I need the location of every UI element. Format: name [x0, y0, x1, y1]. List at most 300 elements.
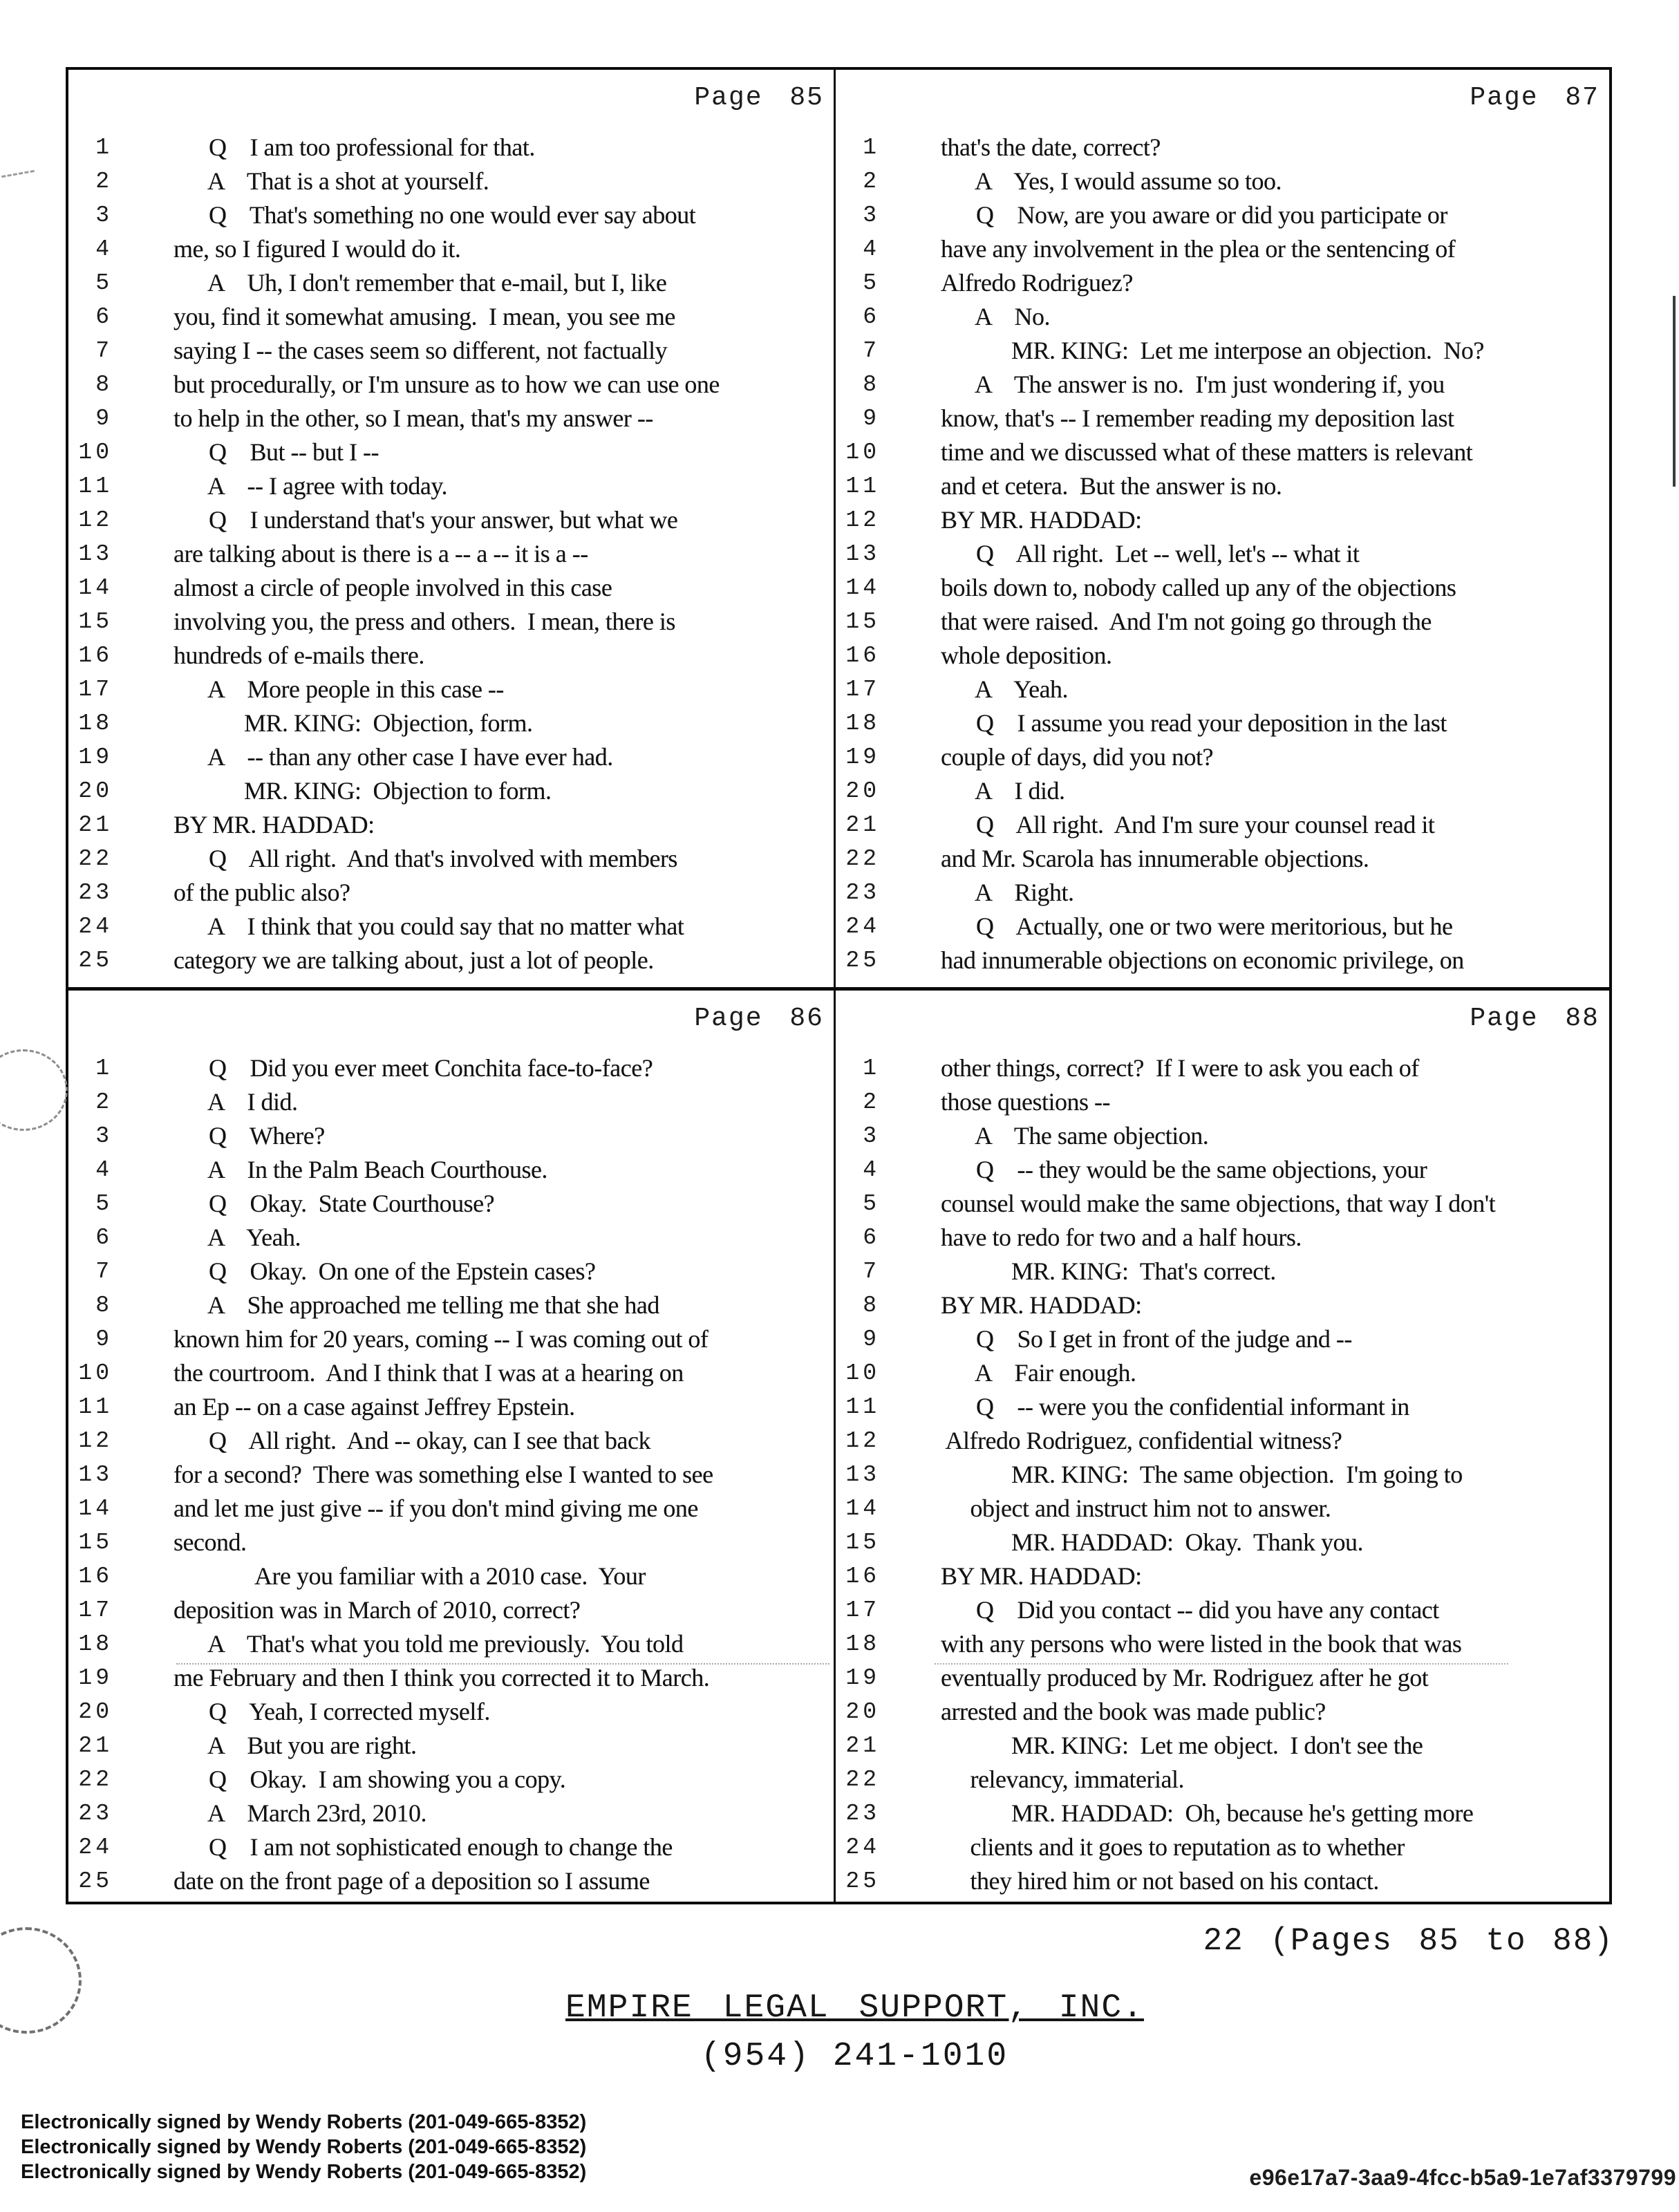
- transcript-line: [68, 1288, 834, 1322]
- transcript-line: [836, 1797, 1609, 1830]
- line-text: me February and then I think you corrected it to March.: [173, 1664, 710, 1691]
- transcript-line: [836, 1187, 1609, 1221]
- line-number: 12: [845, 1428, 880, 1454]
- transcript-line: [68, 334, 834, 368]
- transcript-line: [68, 1729, 834, 1763]
- line-text: couple of days, did you not?: [941, 743, 1213, 771]
- line-text: to help in the other, so I mean, that's my answer --: [173, 404, 653, 432]
- line-number: 9: [863, 1327, 880, 1352]
- transcript-line: [68, 944, 834, 977]
- line-text: counsel would make the same objections, that way I don't: [941, 1190, 1496, 1217]
- line-number: 18: [78, 711, 113, 736]
- line-text: are talking about is there is a -- a -- it is a --: [173, 540, 588, 568]
- transcript-line: [68, 232, 834, 266]
- line-text: know, that's -- I remember reading my deposition last: [941, 404, 1454, 432]
- line-number: 23: [845, 880, 880, 906]
- line-number: 14: [78, 575, 113, 601]
- transcript-line: [68, 673, 834, 706]
- transcript-line: [836, 808, 1609, 842]
- court-reporter-company: EMPIRE LEGAL SUPPORT, INC.: [565, 1989, 1144, 2027]
- transcript-line: [68, 469, 834, 503]
- transcript-line: [68, 1695, 834, 1729]
- transcript-line: [68, 1593, 834, 1627]
- line-text: BY MR. HADDAD:: [941, 1562, 1142, 1590]
- transcript-line: [68, 1526, 834, 1559]
- line-text: object and instruct him not to answer.: [941, 1494, 1331, 1522]
- line-number: 8: [863, 1293, 880, 1318]
- line-text: Q So I get in front of the judge and --: [941, 1325, 1352, 1353]
- transcript-line: [68, 774, 834, 808]
- line-number: 23: [78, 880, 113, 906]
- line-text: MR. KING: Let me interpose an objection. No?: [941, 337, 1484, 364]
- line-text: MR. KING: Let me object. I don't see the: [941, 1732, 1423, 1759]
- line-text: saying I -- the cases seem so different, not factually: [173, 337, 668, 364]
- transcript-line: [836, 165, 1609, 198]
- line-number: 20: [78, 1699, 113, 1725]
- transcript-line: [68, 165, 834, 198]
- line-number: 2: [95, 169, 113, 194]
- line-text: A She approached me telling me that she had: [173, 1291, 659, 1319]
- line-number: 16: [845, 643, 880, 668]
- line-text: A In the Palm Beach Courthouse.: [173, 1156, 547, 1183]
- line-number: 3: [863, 1123, 880, 1149]
- line-text: Q All right. And that's involved with members: [173, 845, 677, 872]
- page-header: Page 85: [694, 83, 824, 113]
- line-number: 24: [845, 1835, 880, 1860]
- line-text: Q All right. And -- okay, can I see that back: [173, 1427, 650, 1454]
- transcript-line: [836, 131, 1609, 165]
- line-number: 11: [845, 474, 880, 499]
- line-number: 2: [863, 1089, 880, 1115]
- line-text: A -- than any other case I have ever had.: [173, 743, 613, 771]
- line-number: 13: [845, 1462, 880, 1488]
- line-text: known him for 20 years, coming -- I was coming out of: [173, 1325, 709, 1353]
- line-text: those questions --: [941, 1088, 1110, 1116]
- electronic-signature-line: Electronically signed by Wendy Roberts (201-049-665-8352): [21, 2136, 587, 2158]
- line-number: 18: [845, 711, 880, 736]
- line-number: 15: [78, 609, 113, 635]
- line-number: 16: [845, 1564, 880, 1589]
- line-number: 22: [78, 846, 113, 872]
- line-number: 19: [78, 744, 113, 770]
- transcript-line: [836, 1153, 1609, 1187]
- transcript-lines: [836, 1051, 1609, 1898]
- line-text: Q I understand that's your answer, but what we: [173, 506, 678, 534]
- line-text: an Ep -- on a case against Jeffrey Epstein.: [173, 1393, 575, 1421]
- line-text: Q That's something no one would ever say about: [173, 201, 696, 229]
- line-text: whole deposition.: [941, 641, 1112, 669]
- line-text: arrested and the book was made public?: [941, 1698, 1326, 1725]
- transcript-line: [836, 1864, 1609, 1898]
- line-text: Q Okay. State Courthouse?: [173, 1190, 495, 1217]
- transcript-line: [836, 706, 1609, 740]
- transcript-line: [836, 232, 1609, 266]
- line-text: that's the date, correct?: [941, 133, 1161, 161]
- transcript-line: [836, 1830, 1609, 1864]
- line-text: A Yeah.: [941, 675, 1069, 703]
- line-number: 15: [845, 1530, 880, 1555]
- line-number: 5: [95, 270, 113, 296]
- transcript-line: [68, 266, 834, 300]
- page-86-section: [68, 991, 836, 1902]
- transcript-line: [68, 1627, 834, 1661]
- transcript-line: [68, 1085, 834, 1119]
- transcript-lines: [68, 1051, 834, 1898]
- transcript-line: [68, 300, 834, 334]
- transcript-grid: [66, 67, 1612, 1904]
- transcript-line: [836, 740, 1609, 774]
- line-text: A Yes, I would assume so too.: [941, 167, 1282, 195]
- line-text: the courtroom. And I think that I was at a hearing on: [173, 1359, 684, 1387]
- line-number: 1: [95, 135, 113, 160]
- line-number: 19: [78, 1665, 113, 1691]
- transcript-line: [836, 1593, 1609, 1627]
- transcript-line: [68, 1221, 834, 1255]
- line-number: 23: [78, 1801, 113, 1826]
- transcript-line: [68, 1119, 834, 1153]
- transcript-line: [68, 198, 834, 232]
- line-number: 20: [845, 1699, 880, 1725]
- transcript-line: [68, 1797, 834, 1830]
- page-88-section: [836, 991, 1609, 1902]
- line-text: time and we discussed what of these matters is relevant: [941, 438, 1473, 466]
- line-text: A The same objection.: [941, 1122, 1209, 1150]
- transcript-line: [68, 706, 834, 740]
- transcript-line: [68, 842, 834, 876]
- document-id: e96e17a7-3aa9-4fcc-b5a9-1e7af3379799: [1249, 2165, 1676, 2190]
- transcript-line: [836, 435, 1609, 469]
- transcript-line: [836, 673, 1609, 706]
- line-text: A -- I agree with today.: [173, 472, 448, 500]
- line-number: 15: [78, 1530, 113, 1555]
- transcript-line: [68, 571, 834, 605]
- line-number: 4: [863, 1157, 880, 1183]
- transcript-line: [68, 402, 834, 435]
- transcript-line: [836, 1559, 1609, 1593]
- line-text: have to redo for two and a half hours.: [941, 1224, 1302, 1251]
- line-number: 22: [845, 1767, 880, 1792]
- line-number: 4: [95, 1157, 113, 1183]
- scan-artifact-edge-line: [1673, 296, 1676, 487]
- line-number: 17: [845, 1597, 880, 1623]
- transcript-line: [836, 1356, 1609, 1390]
- line-number: 24: [78, 914, 113, 939]
- transcript-line: [836, 1119, 1609, 1153]
- line-text: category we are talking about, just a lot of people.: [173, 946, 654, 974]
- transcript-lines: [836, 131, 1609, 977]
- transcript-line: [836, 503, 1609, 537]
- page-range-label: 22 (Pages 85 to 88): [1203, 1923, 1614, 1959]
- line-number: 13: [845, 541, 880, 567]
- line-text: involving you, the press and others. I mean, there is: [173, 608, 675, 635]
- line-number: 21: [845, 812, 880, 838]
- line-text: Q Okay. On one of the Epstein cases?: [173, 1257, 596, 1285]
- electronic-signatures: [21, 2110, 586, 2184]
- line-text: Q But -- but I --: [173, 438, 379, 466]
- line-number: 15: [845, 609, 880, 635]
- transcript-line: [68, 1424, 834, 1458]
- transcript-line: [836, 300, 1609, 334]
- transcript-line: [68, 368, 834, 402]
- line-number: 1: [95, 1056, 113, 1081]
- page-header: Page 86: [694, 1004, 824, 1033]
- line-number: 13: [78, 541, 113, 567]
- line-text: Alfredo Rodriguez, confidential witness?: [941, 1427, 1342, 1454]
- line-text: MR. KING: Objection to form.: [173, 777, 552, 805]
- line-number: 14: [78, 1496, 113, 1521]
- transcript-line: [68, 1661, 834, 1695]
- line-text: but procedurally, or I'm unsure as to how we can use one: [173, 371, 720, 398]
- line-number: 14: [845, 1496, 880, 1521]
- line-number: 19: [845, 1665, 880, 1691]
- line-text: Alfredo Rodriguez?: [941, 269, 1133, 297]
- line-number: 22: [845, 846, 880, 872]
- line-text: of the public also?: [173, 879, 350, 906]
- line-text: A That is a shot at yourself.: [173, 167, 489, 195]
- transcript-line: [836, 1322, 1609, 1356]
- line-text: BY MR. HADDAD:: [173, 811, 375, 838]
- line-number: 16: [78, 643, 113, 668]
- line-number: 5: [863, 270, 880, 296]
- transcript-line: [68, 876, 834, 910]
- line-number: 8: [95, 1293, 113, 1318]
- line-number: 25: [78, 948, 113, 973]
- line-number: 9: [95, 406, 113, 431]
- line-number: 21: [78, 812, 113, 838]
- line-text: other things, correct? If I were to ask you each of: [941, 1054, 1419, 1082]
- line-text: Q Actually, one or two were meritorious, but he: [941, 912, 1453, 940]
- transcript-line: [836, 876, 1609, 910]
- line-number: 4: [863, 236, 880, 262]
- transcript-line: [836, 1051, 1609, 1085]
- transcript-line: [68, 605, 834, 639]
- line-number: 24: [78, 1835, 113, 1860]
- line-number: 3: [95, 1123, 113, 1149]
- line-text: Q All right. And I'm sure your counsel read it: [941, 811, 1435, 838]
- line-number: 6: [95, 304, 113, 330]
- transcript-line: [836, 1221, 1609, 1255]
- transcript-line: [68, 1830, 834, 1864]
- transcript-line: [68, 1255, 834, 1288]
- line-text: Q All right. Let -- well, let's -- what it: [941, 540, 1360, 568]
- transcript-line: [836, 1526, 1609, 1559]
- transcript-line: [68, 503, 834, 537]
- transcript-line: [68, 740, 834, 774]
- line-text: have any involvement in the plea or the sentencing of: [941, 235, 1456, 263]
- line-number: 9: [95, 1327, 113, 1352]
- line-number: 1: [863, 135, 880, 160]
- line-text: deposition was in March of 2010, correct?: [173, 1596, 581, 1624]
- line-text: MR. HADDAD: Oh, because he's getting more: [941, 1799, 1474, 1827]
- transcript-line: [68, 1356, 834, 1390]
- line-text: A But you are right.: [173, 1732, 417, 1759]
- line-text: BY MR. HADDAD:: [941, 1291, 1142, 1319]
- transcript-line: [836, 944, 1609, 977]
- line-text: Q Did you contact -- did you have any contact: [941, 1596, 1439, 1624]
- line-text: for a second? There was something else I wanted to see: [173, 1461, 713, 1488]
- line-number: 2: [863, 169, 880, 194]
- line-number: 12: [845, 507, 880, 533]
- line-text: A The answer is no. I'm just wondering if, you: [941, 371, 1445, 398]
- line-number: 10: [845, 1360, 880, 1386]
- line-text: BY MR. HADDAD:: [941, 506, 1142, 534]
- line-text: and Mr. Scarola has innumerable objections.: [941, 845, 1369, 872]
- transcript-line: [836, 1458, 1609, 1492]
- line-number: 3: [863, 203, 880, 228]
- line-text: Q Where?: [173, 1122, 325, 1150]
- line-number: 18: [845, 1631, 880, 1657]
- transcript-line: [836, 469, 1609, 503]
- line-text: almost a circle of people involved in this case: [173, 574, 612, 601]
- line-text: date on the front page of a deposition so I assume: [173, 1867, 650, 1895]
- transcript-line: [836, 1255, 1609, 1288]
- line-number: 7: [95, 338, 113, 364]
- transcript-line: [68, 1153, 834, 1187]
- transcript-line: [836, 368, 1609, 402]
- line-number: 17: [78, 677, 113, 702]
- transcript-line: [68, 1458, 834, 1492]
- transcript-line: [68, 1390, 834, 1424]
- line-number: 25: [845, 948, 880, 973]
- line-text: clients and it goes to reputation as to whether: [941, 1833, 1405, 1861]
- line-text: had innumerable objections on economic privilege, on: [941, 946, 1464, 974]
- line-number: 11: [78, 1394, 113, 1420]
- line-number: 7: [863, 338, 880, 364]
- page-87-section: [836, 70, 1609, 991]
- transcript-line: [68, 1763, 834, 1797]
- transcript-line: [836, 1661, 1609, 1695]
- line-text: eventually produced by Mr. Rodriguez after he got: [941, 1664, 1429, 1691]
- line-text: Q -- were you the confidential informant in: [941, 1393, 1409, 1421]
- line-number: 25: [78, 1868, 113, 1894]
- transcript-line: [836, 842, 1609, 876]
- line-text: Q I am not sophisticated enough to change the: [173, 1833, 673, 1861]
- transcript-line: [836, 1390, 1609, 1424]
- transcript-line: [68, 1559, 834, 1593]
- line-text: you, find it somewhat amusing. I mean, you see me: [173, 303, 675, 330]
- line-number: 11: [78, 474, 113, 499]
- line-number: 6: [863, 1225, 880, 1250]
- line-text: A I did.: [173, 1088, 298, 1116]
- line-number: 21: [78, 1733, 113, 1759]
- line-text: Q Yeah, I corrected myself.: [173, 1698, 490, 1725]
- company-phone: (954) 241-1010: [700, 2038, 1009, 2075]
- page-85-section: [68, 70, 836, 991]
- line-text: A Uh, I don't remember that e-mail, but I, like: [173, 269, 667, 297]
- line-text: MR. KING: That's correct.: [941, 1257, 1276, 1285]
- transcript-line: [68, 1864, 834, 1898]
- line-number: 21: [845, 1733, 880, 1759]
- page-header: Page 88: [1470, 1004, 1600, 1033]
- line-text: second.: [173, 1528, 247, 1556]
- line-number: 17: [845, 677, 880, 702]
- line-number: 2: [95, 1089, 113, 1115]
- transcript-line: [68, 1051, 834, 1085]
- line-number: 10: [78, 1360, 113, 1386]
- electronic-signature-line: Electronically signed by Wendy Roberts (201-049-665-8352): [21, 2111, 587, 2133]
- transcript-line: [68, 1322, 834, 1356]
- transcript-line: [836, 402, 1609, 435]
- line-text: A More people in this case --: [173, 675, 504, 703]
- line-number: 10: [78, 440, 113, 465]
- line-text: hundreds of e-mails there.: [173, 641, 424, 669]
- line-number: 19: [845, 744, 880, 770]
- line-text: A Right.: [941, 879, 1074, 906]
- line-text: MR. KING: The same objection. I'm going to: [941, 1461, 1463, 1488]
- line-number: 11: [845, 1394, 880, 1420]
- line-text: Q Did you ever meet Conchita face-to-face?: [173, 1054, 653, 1082]
- transcript-line: [68, 808, 834, 842]
- transcript-line: [836, 1627, 1609, 1661]
- transcript-line: [836, 605, 1609, 639]
- line-number: 24: [845, 914, 880, 939]
- transcript-line: [68, 537, 834, 571]
- line-text: that were raised. And I'm not going go through the: [941, 608, 1432, 635]
- line-text: Q Okay. I am showing you a copy.: [173, 1765, 566, 1793]
- line-text: Q I am too professional for that.: [173, 133, 535, 161]
- transcript-line: [68, 1492, 834, 1526]
- transcript-line: [68, 131, 834, 165]
- line-number: 7: [95, 1259, 113, 1284]
- line-text: they hired him or not based on his contact.: [941, 1867, 1379, 1895]
- line-number: 17: [78, 1597, 113, 1623]
- line-text: A No.: [941, 303, 1051, 330]
- line-text: and let me just give -- if you don't mind giving me one: [173, 1494, 698, 1522]
- line-number: 8: [95, 372, 113, 397]
- transcript-line: [68, 1187, 834, 1221]
- page-header: Page 87: [1470, 83, 1600, 113]
- transcript-line: [836, 639, 1609, 673]
- line-text: A Fair enough.: [941, 1359, 1136, 1387]
- line-number: 20: [78, 778, 113, 804]
- line-number: 10: [845, 440, 880, 465]
- transcript-line: [836, 1695, 1609, 1729]
- transcript-line: [836, 537, 1609, 571]
- line-number: 25: [845, 1868, 880, 1894]
- transcript-line: [836, 1763, 1609, 1797]
- line-text: with any persons who were listed in the book that was: [941, 1630, 1462, 1658]
- line-text: Q Now, are you aware or did you participate or: [941, 201, 1447, 229]
- transcript-line: [836, 1085, 1609, 1119]
- line-text: boils down to, nobody called up any of the objections: [941, 574, 1456, 601]
- transcript-line: [836, 1424, 1609, 1458]
- line-number: 20: [845, 778, 880, 804]
- line-text: A Yeah.: [173, 1224, 301, 1251]
- transcript-line: [836, 571, 1609, 605]
- line-number: 6: [95, 1225, 113, 1250]
- line-number: 12: [78, 507, 113, 533]
- transcript-line: [836, 334, 1609, 368]
- line-number: 6: [863, 304, 880, 330]
- scan-artifact-circle: [0, 1049, 68, 1131]
- line-number: 5: [863, 1191, 880, 1217]
- transcript-line: [836, 1492, 1609, 1526]
- line-text: A I think that you could say that no matter what: [173, 912, 684, 940]
- transcript-line: [68, 910, 834, 944]
- line-text: and et cetera. But the answer is no.: [941, 472, 1282, 500]
- line-number: 9: [863, 406, 880, 431]
- transcript-line: [836, 774, 1609, 808]
- line-number: 7: [863, 1259, 880, 1284]
- line-text: A I did.: [941, 777, 1065, 805]
- line-number: 14: [845, 575, 880, 601]
- transcript-line: [836, 1729, 1609, 1763]
- line-number: 18: [78, 1631, 113, 1657]
- line-text: me, so I figured I would do it.: [173, 235, 461, 263]
- transcript-line: [68, 639, 834, 673]
- scan-artifact-mark: [1, 170, 35, 178]
- line-number: 3: [95, 203, 113, 228]
